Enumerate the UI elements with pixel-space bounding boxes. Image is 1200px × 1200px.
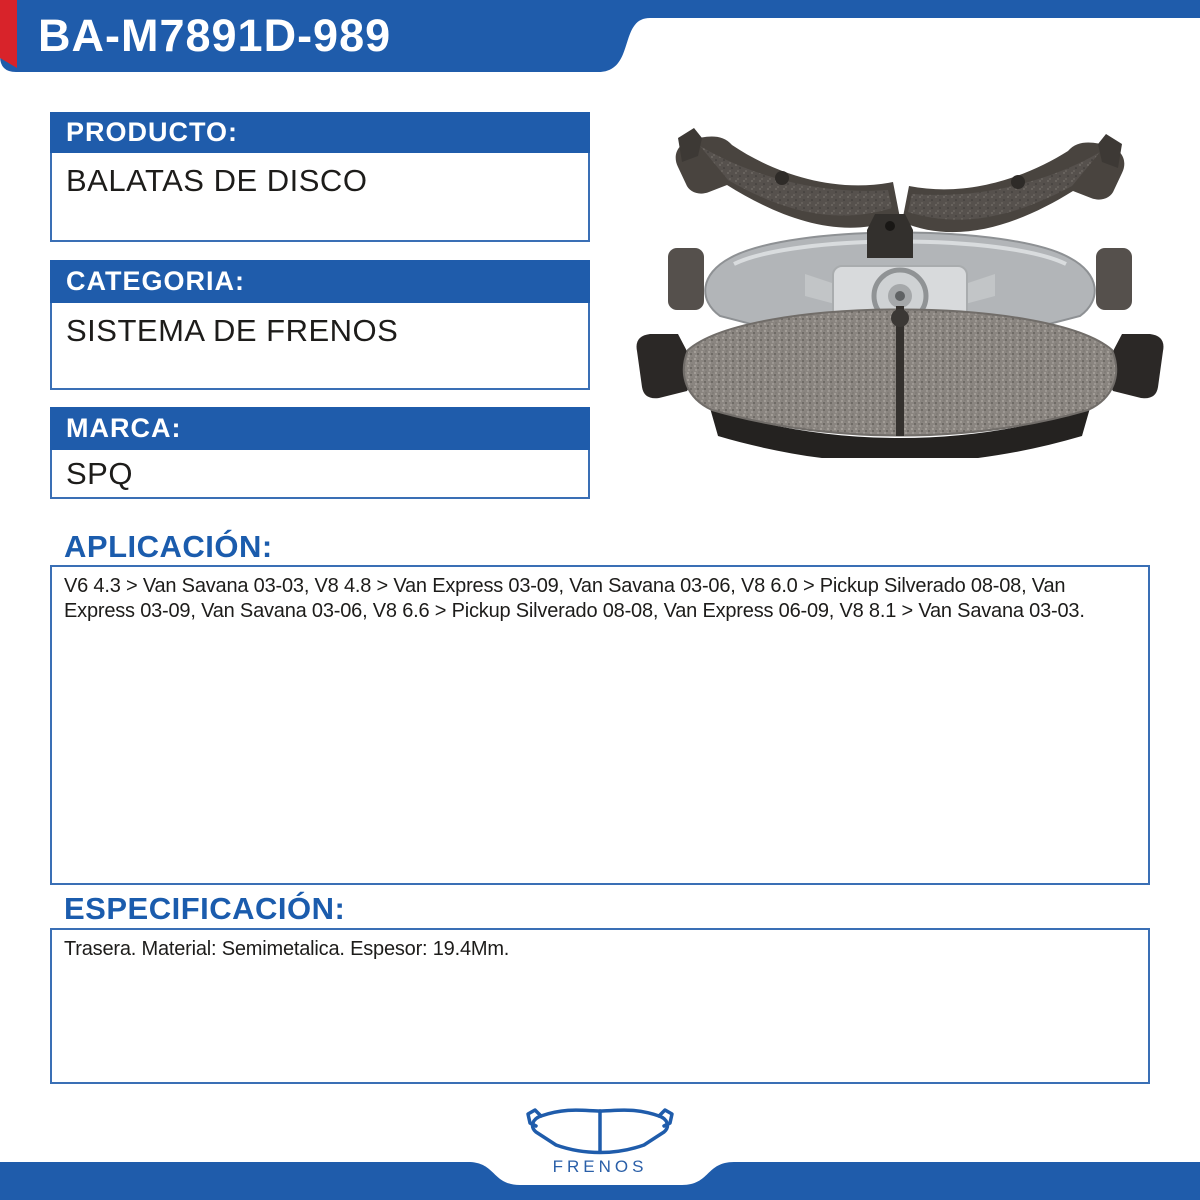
field-producto — [50, 112, 590, 242]
brake-pad-icon — [525, 1102, 675, 1156]
front-pad — [637, 306, 1164, 458]
categoria-value: SISTEMA DE FRENOS — [50, 303, 590, 390]
producto-value: BALATAS DE DISCO — [50, 153, 590, 242]
brake-pads-photo — [630, 98, 1170, 458]
application-text: V6 4.3 > Van Savana 03-03, V8 4.8 > Van Express 03-09, Van Savana 03-06, V8 6.0 > Pickup Silverado 08-08, Van Express 03-09, Van Savana 03-06, V8 6.6 > Pickup Silverado 08-08, Van Express 06-09, V8 8.1 > Van Savana 03-03. — [64, 575, 1085, 622]
part-number-title: BA-M7891D-989 — [38, 10, 392, 61]
marca-value: SPQ — [50, 450, 590, 499]
marca-label: MARCA: — [50, 407, 590, 450]
specification-box — [50, 928, 1150, 1084]
producto-label: PRODUCTO: — [50, 112, 590, 153]
categoria-label: CATEGORIA: — [50, 260, 590, 303]
rear-pad-left — [676, 128, 900, 228]
specification-heading: ESPECIFICACIÓN: — [64, 891, 346, 926]
footer-label: FRENOS — [552, 1157, 648, 1176]
application-box — [50, 565, 1150, 885]
specification-text: Trasera. Material: Semimetalica. Espesor: 19.4Mm. — [64, 938, 510, 960]
field-categoria — [50, 260, 590, 390]
field-marca — [50, 407, 590, 499]
rear-pad-right — [902, 134, 1124, 232]
footer-bar — [0, 1152, 1200, 1200]
application-heading: APLICACIÓN: — [64, 529, 273, 564]
